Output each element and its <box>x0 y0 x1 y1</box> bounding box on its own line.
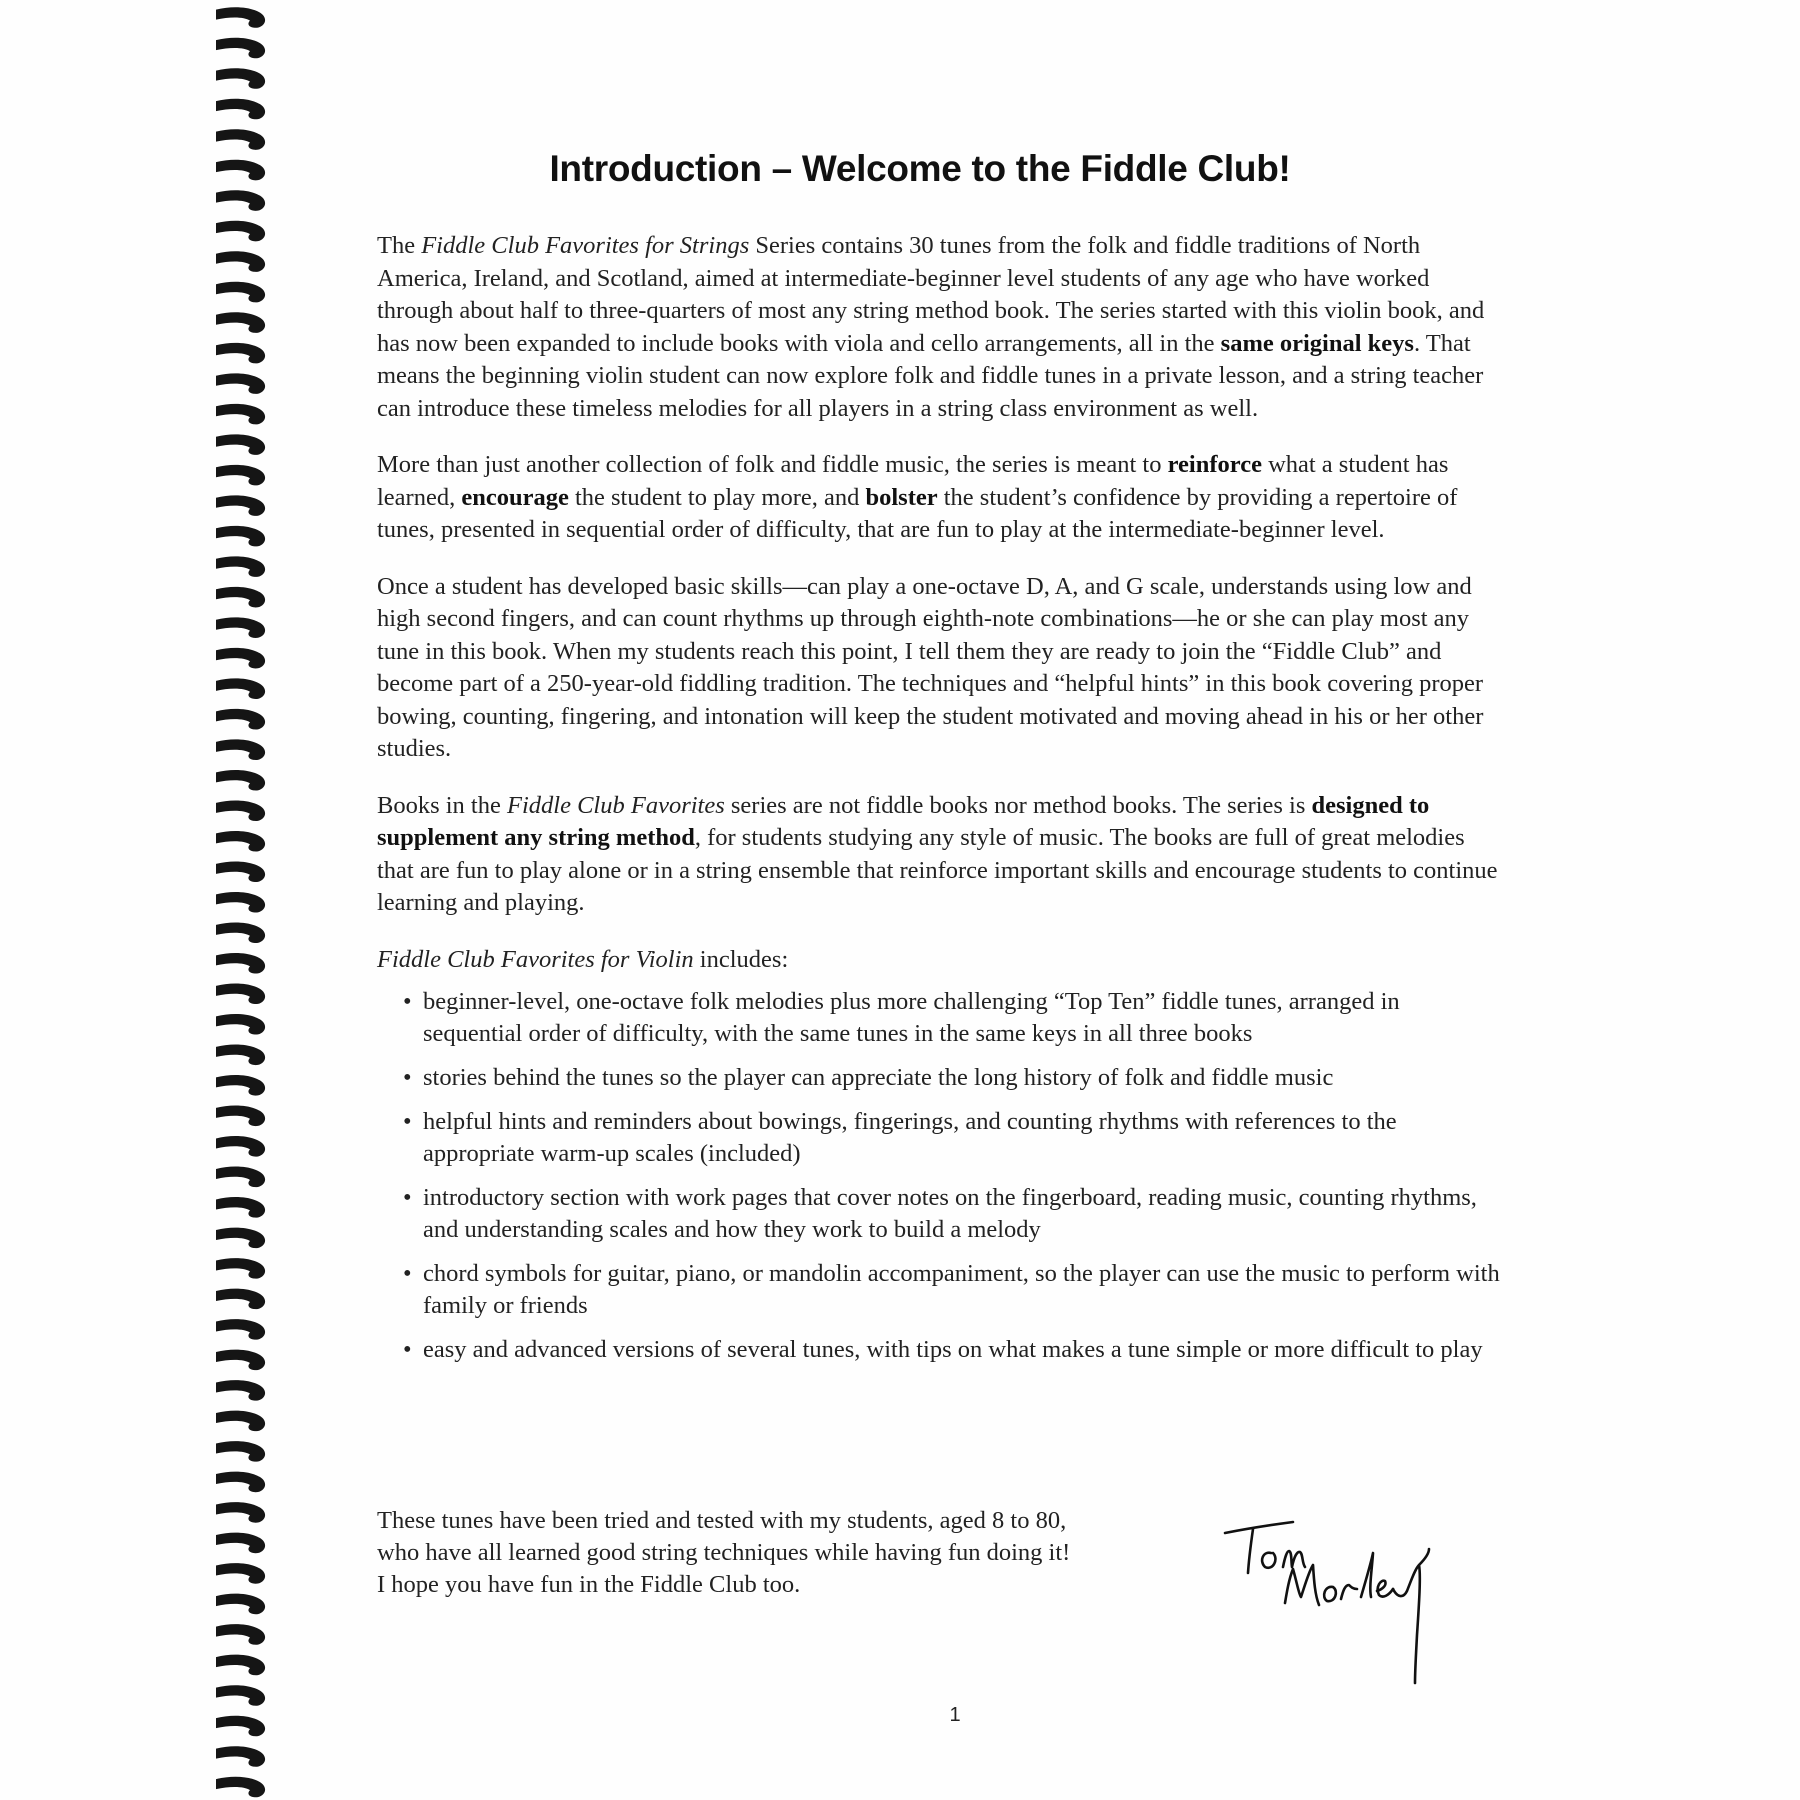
series-title: Fiddle Club Favorites for Strings <box>421 232 750 259</box>
spiral-coil <box>216 1319 265 1340</box>
spiral-coil <box>216 587 265 608</box>
text-span: what a student has learned, <box>377 451 1449 511</box>
spiral-coil <box>216 38 265 59</box>
features-intro <box>377 944 1502 977</box>
intro-paragraph-4 <box>377 790 1502 920</box>
spiral-coil <box>216 709 265 730</box>
spiral-coil <box>216 1563 265 1584</box>
spiral-coil <box>216 312 265 333</box>
spiral-coil <box>216 190 265 211</box>
text-span: Books in the <box>377 791 507 819</box>
spiral-coil <box>216 465 265 486</box>
closing-line: These tunes have been tried and tested with my students, aged 8 to 80, <box>377 1507 1067 1534</box>
spiral-coil <box>216 1380 265 1401</box>
spiral-coil <box>216 739 265 760</box>
intro-paragraph-2 <box>377 449 1502 547</box>
spiral-coil <box>216 1533 265 1554</box>
spiral-coil <box>216 1167 265 1188</box>
spiral-coil <box>216 1197 265 1218</box>
text-span: series are not fiddle books nor method books. The series is <box>724 791 1312 819</box>
spiral-coil <box>216 556 265 577</box>
spiral-coil <box>216 1777 265 1798</box>
list-item: • easy and advanced versions of several tunes, with tips on what makes a tune simple or more difficult to play <box>403 1334 1502 1366</box>
series-title: Fiddle Club Favorites <box>507 791 725 819</box>
closing-paragraph <box>377 1505 1177 1601</box>
list-item: • helpful hints and reminders about bowings, fingerings, and counting rhythms with references to the appropriate warm-up scales (included) <box>403 1106 1502 1170</box>
spiral-coil <box>216 770 265 791</box>
book-title: Fiddle Club Favorites for Violin <box>377 945 694 973</box>
author-signature <box>1215 1505 1475 1690</box>
spiral-coil <box>216 526 265 547</box>
list-item: • beginner-level, one-octave folk melodies plus more challenging “Top Ten” fiddle tunes, arranged in sequential order of difficulty, with the same tunes in the same keys in all three books <box>403 986 1502 1050</box>
spiral-coil <box>216 1502 265 1523</box>
text-span: Series contains 30 tunes from the folk and fiddle traditions of North America, Ireland, and Scotland, aimed at intermediate-beginner level students of any age who have worked through about half to three-quarters of most any string method book. The series started with this violin book, and has now been expanded to include books with viola and cello arrangements, all in the <box>377 232 1485 357</box>
spiral-coil <box>216 434 265 455</box>
spiral-coil <box>216 1472 265 1493</box>
spiral-coil <box>216 983 265 1004</box>
spiral-coil <box>216 1350 265 1371</box>
spiral-coil <box>216 282 265 303</box>
intro-paragraph-3: Once a student has developed basic skills—can play a one-octave D, A, and G scale, understands using low and high second fingers, and can count rhythms up through eighth-note combinations—he or she can play most any tune in this book. When my students reach this point, I tell them they are ready to join the “Fiddle Club” and become part of a 250-year-old fiddling tradition. The techniques and “helpful hints” in this book covering proper bowing, counting, fingering, and intonation will keep the student motivated and moving ahead in his or her other studies. <box>377 572 1484 762</box>
text-span: the student’s confidence by providing a repertoire of tunes, presented in sequential order of difficulty, that are fun to play at the intermediate-beginner level. <box>377 483 1458 543</box>
spiral-coil <box>216 1014 265 1035</box>
spiral-coil <box>216 1045 265 1066</box>
emphasis-bolster: bolster <box>865 483 938 511</box>
spiral-coil <box>216 1716 265 1737</box>
spiral-coil <box>216 221 265 242</box>
emphasis-encourage: encourage <box>461 483 569 511</box>
spiral-coil <box>216 1228 265 1249</box>
spiral-coil <box>216 953 265 974</box>
spiral-coil <box>216 99 265 120</box>
text-span: The <box>377 232 422 259</box>
emphasis-supplement: designed to supplement any string method <box>377 791 1430 851</box>
text-span: . That means the beginning violin student can now explore folk and fiddle tunes in a private lesson, and a string teacher can introduce these timeless melodies for all players in a string class environment as well. <box>377 329 1484 422</box>
spiral-coil <box>216 1685 265 1706</box>
spiral-coil <box>216 404 265 425</box>
spiral-coil <box>216 1289 265 1310</box>
spiral-coil <box>216 1258 265 1279</box>
spiral-coil <box>216 495 265 516</box>
spiral-coil <box>216 1624 265 1645</box>
spiral-coil <box>216 1136 265 1157</box>
closing-line: I hope you have fun in the Fiddle Club too. <box>377 1571 801 1598</box>
page-number: 1 <box>949 1704 961 1726</box>
spiral-coil <box>216 7 265 28</box>
emphasis-reinforce: reinforce <box>1167 451 1262 478</box>
closing-line: who have all learned good string techniques while having fun doing it! <box>377 1539 1071 1566</box>
spiral-coil <box>216 678 265 699</box>
spiral-coil <box>216 831 265 852</box>
list-item: • introductory section with work pages that cover notes on the fingerboard, reading music, counting rhythms, and understanding scales and how they work to build a melody <box>403 1182 1502 1246</box>
spiral-coil <box>216 1411 265 1432</box>
spiral-coil <box>216 617 265 638</box>
spiral-coil <box>216 648 265 669</box>
spiral-coil <box>216 892 265 913</box>
spiral-binding-icon <box>214 0 274 1800</box>
spiral-coil <box>216 1441 265 1462</box>
text-span: More than just another collection of folk and fiddle music, the series is meant to <box>377 451 1168 478</box>
spiral-coil <box>216 800 265 821</box>
spiral-coil <box>216 68 265 89</box>
list-item: • stories behind the tunes so the player can appreciate the long history of folk and fiddle music <box>403 1062 1502 1094</box>
spiral-coil <box>216 251 265 272</box>
list-item: • chord symbols for guitar, piano, or mandolin accompaniment, so the player can use the music to perform with family or friends <box>403 1258 1502 1322</box>
body-text <box>377 230 1502 1378</box>
spiral-coil <box>216 160 265 181</box>
intro-paragraph-1 <box>377 230 1502 425</box>
text-span: , for students studying any style of music. The books are full of great melodies that are fun to play alone or in a string ensemble that reinforce important skills and encourage students to continue learning and playing. <box>377 824 1498 916</box>
spiral-coil <box>216 343 265 364</box>
text-span: includes: <box>693 945 789 973</box>
page-title: Introduction – Welcome to the Fiddle Club! <box>549 148 1291 189</box>
spiral-coil <box>216 1594 265 1615</box>
spiral-coil <box>216 1106 265 1127</box>
spiral-coil <box>216 1655 265 1676</box>
emphasis-same-original-keys: same original keys <box>1220 329 1414 357</box>
spiral-coil <box>216 129 265 150</box>
spiral-coil <box>216 1746 265 1767</box>
spiral-coil <box>216 1075 265 1096</box>
text-span: the student to play more, and <box>568 483 866 511</box>
spiral-coil <box>216 861 265 882</box>
feature-list <box>377 986 1502 1366</box>
spiral-coil <box>216 373 265 394</box>
spiral-coil <box>216 922 265 943</box>
